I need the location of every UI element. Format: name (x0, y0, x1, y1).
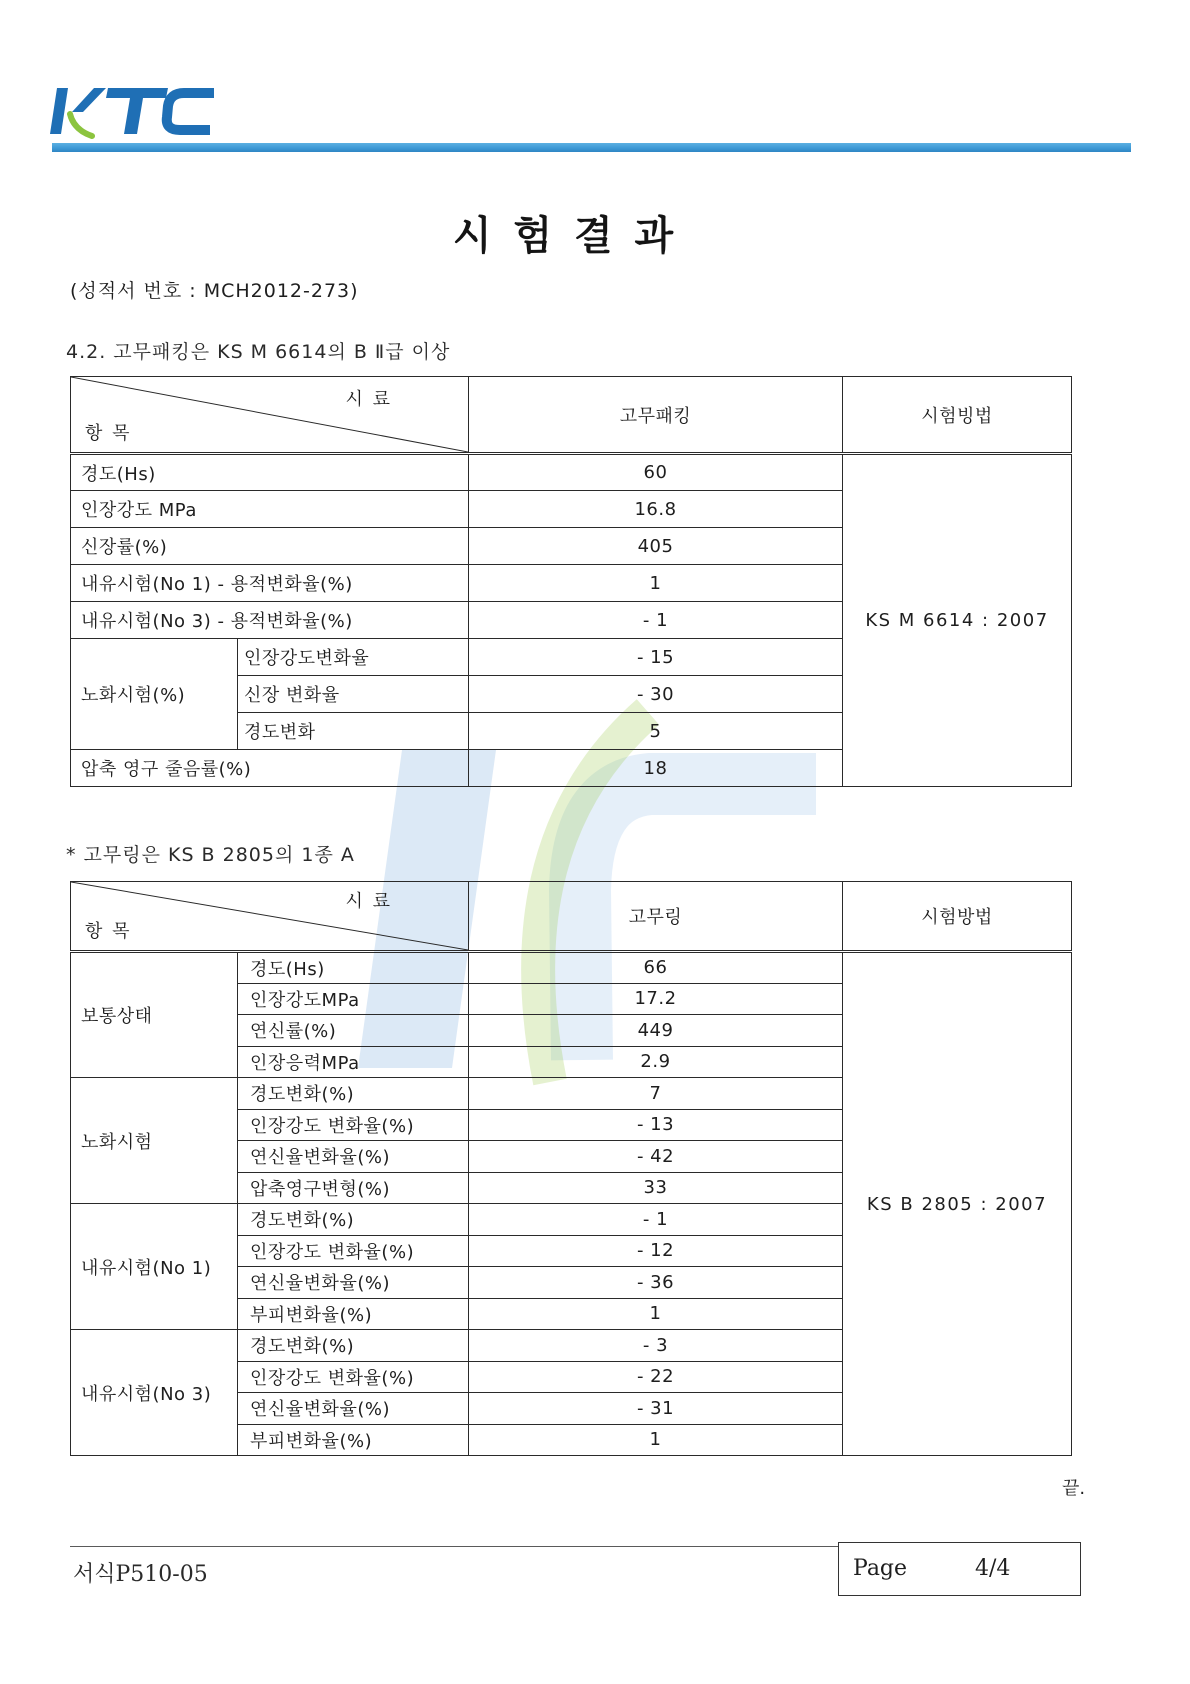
value-cell: 16.8 (469, 491, 843, 528)
item-cell: 내유시험(No 1) - 용적변화율(%) (71, 565, 469, 602)
item-cell: 연신율변화율(%) (238, 1141, 469, 1173)
test-method-cell: KS B 2805 : 2007 (843, 952, 1072, 1456)
header-item-label: 항 목 (85, 921, 132, 942)
item-cell: 연신율변화율(%) (238, 1393, 469, 1425)
value-cell: - 36 (469, 1267, 843, 1299)
item-cell: 인장강도 변화율(%) (238, 1361, 469, 1393)
page-indicator-box (838, 1542, 1081, 1596)
item-cell: 부피변화율(%) (238, 1298, 469, 1330)
value-cell: 33 (469, 1172, 843, 1204)
end-mark: 끝. (1062, 1478, 1086, 1499)
table-header-row (71, 377, 1072, 454)
item-cell: 경도(Hs) (71, 454, 469, 491)
value-cell: - 1 (469, 1204, 843, 1236)
section-note: * 고무링은 KS B 2805의 1종 A (66, 844, 355, 866)
ktc-logo (50, 84, 216, 140)
item-cell: 신장 변화율 (238, 676, 469, 713)
value-cell: - 30 (469, 676, 843, 713)
rubber-packing-results-table (70, 376, 1072, 787)
item-cell: 경도변화(%) (238, 1330, 469, 1362)
value-cell: - 12 (469, 1235, 843, 1267)
item-cell: 내유시험(No 3) - 용적변화율(%) (71, 602, 469, 639)
item-cell: 경도변화(%) (238, 1204, 469, 1236)
value-cell: - 15 (469, 639, 843, 676)
value-cell: 2.9 (469, 1046, 843, 1078)
page-number: 4/4 (975, 1556, 1011, 1581)
group-label: 노화시험 (71, 1078, 238, 1204)
header-sample-label: 시 료 (345, 389, 392, 410)
report-number: (성적서 번호 : MCH2012-273) (70, 280, 359, 302)
item-cell: 연신률(%) (238, 1015, 469, 1047)
item-cell: 신장률(%) (71, 528, 469, 565)
test-method-cell: KS M 6614 : 2007 (843, 454, 1072, 787)
value-cell: 1 (469, 565, 843, 602)
group-label: 내유시험(No 3) (71, 1330, 238, 1456)
item-cell: 인장강도변화율 (238, 639, 469, 676)
table-row (71, 454, 1072, 491)
rubber-ring-results-table (70, 881, 1072, 1456)
item-cell: 경도(Hs) (238, 952, 469, 984)
item-cell: 압축영구변형(%) (238, 1172, 469, 1204)
value-cell: - 1 (469, 602, 843, 639)
value-cell: - 42 (469, 1141, 843, 1173)
header-item-label: 항 목 (85, 423, 132, 444)
table-row (71, 952, 1072, 984)
value-cell: - 13 (469, 1109, 843, 1141)
value-cell: 1 (469, 1424, 843, 1456)
document-title: 시 험 결 과 (452, 213, 678, 259)
item-cell: 부피변화율(%) (238, 1424, 469, 1456)
item-cell: 연신율변화율(%) (238, 1267, 469, 1299)
header-product: 고무패킹 (469, 377, 843, 454)
value-cell: - 31 (469, 1393, 843, 1425)
group-label: 내유시험(No 1) (71, 1204, 238, 1330)
header-test-method: 시험방법 (843, 882, 1072, 952)
table-header-row (71, 882, 1072, 952)
item-cell: 압축 영구 줄음률(%) (71, 750, 469, 787)
header-product: 고무링 (469, 882, 843, 952)
value-cell: 405 (469, 528, 843, 565)
value-cell: 5 (469, 713, 843, 750)
value-cell: 449 (469, 1015, 843, 1047)
header-test-method: 시험빙법 (843, 377, 1072, 454)
header-rule-bar (52, 143, 1131, 152)
form-code: 서식P510-05 (73, 1562, 208, 1587)
item-cell: 인장강도 변화율(%) (238, 1235, 469, 1267)
item-cell: 경도변화 (238, 713, 469, 750)
header-sample-label: 시 료 (345, 891, 392, 912)
item-cell: 인장강도MPa (238, 983, 469, 1015)
value-cell: 7 (469, 1078, 843, 1110)
value-cell: 1 (469, 1298, 843, 1330)
item-cell: 경도변화(%) (238, 1078, 469, 1110)
header-diagonal-cell (71, 882, 469, 952)
group-label: 보통상태 (71, 952, 238, 1078)
footer-divider (70, 1546, 838, 1547)
page-label: Page (853, 1556, 908, 1581)
value-cell: - 3 (469, 1330, 843, 1362)
value-cell: 66 (469, 952, 843, 984)
value-cell: - 22 (469, 1361, 843, 1393)
item-cell: 인장강도 MPa (71, 491, 469, 528)
header-diagonal-cell (71, 377, 469, 454)
value-cell: 60 (469, 454, 843, 491)
value-cell: 18 (469, 750, 843, 787)
item-cell: 인장응력MPa (238, 1046, 469, 1078)
value-cell: 17.2 (469, 983, 843, 1015)
section-heading: 4.2. 고무패킹은 KS M 6614의 B Ⅱ급 이상 (66, 341, 451, 363)
item-cell: 인장강도 변화율(%) (238, 1109, 469, 1141)
group-label: 노화시험(%) (71, 639, 238, 750)
